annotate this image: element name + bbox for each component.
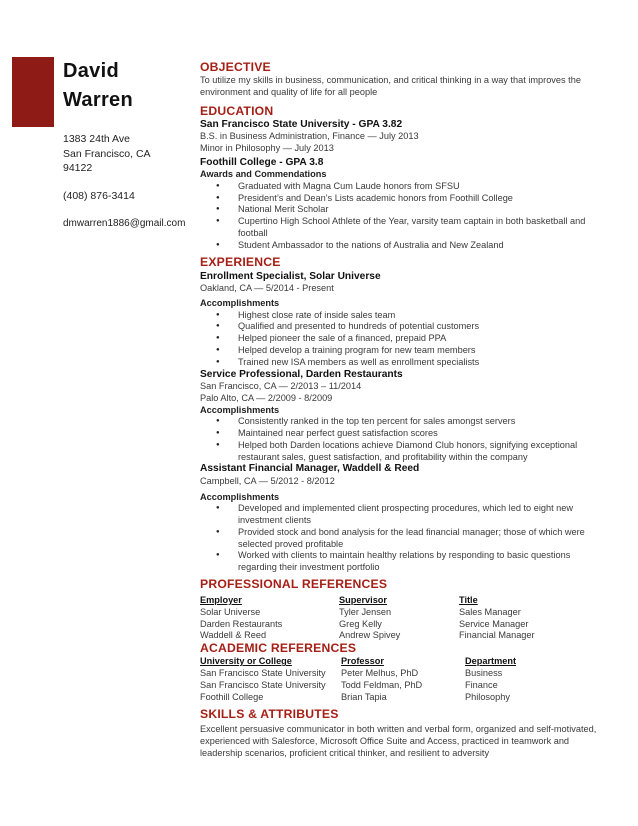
sfsu-title: San Francisco State University - GPA 3.82 xyxy=(200,118,403,130)
column-header: Professor xyxy=(341,656,384,667)
name-last: Warren xyxy=(63,89,133,111)
list-item: ● Maintained near perfect guest satisfaction scores xyxy=(238,428,602,440)
table-cell: Darden Restaurants xyxy=(200,618,283,629)
academic-references-table xyxy=(200,656,602,703)
table-cell: Tyler Jensen xyxy=(339,606,392,617)
list-item: ● Highest close rate of inside sales team xyxy=(238,310,602,322)
professional-references-table xyxy=(200,595,602,642)
list-item: ● Helped develop a training program for new team members xyxy=(238,345,602,357)
address-line: 94122 xyxy=(63,162,93,174)
name-first: David xyxy=(63,60,119,82)
table-cell: San Francisco State University xyxy=(200,679,326,690)
list-item: ● Student Ambassador to the nations of Australia and New Zealand xyxy=(238,240,602,252)
list-item: ● Helped pioneer the sale of a financed, prepaid PPA xyxy=(238,333,602,345)
sidebar xyxy=(63,57,188,229)
resume-body xyxy=(200,57,602,760)
list-item: ● President’s and Dean’s Lists academic honors from Foothill College xyxy=(238,193,602,205)
sfsu-minor: Minor in Philosophy — July 2013 xyxy=(200,142,334,153)
table-cell: Todd Feldman, PhD xyxy=(341,679,423,690)
table-cell: Solar Universe xyxy=(200,606,261,617)
table-cell: San Francisco State University xyxy=(200,668,326,679)
column-header: Department xyxy=(465,656,517,667)
list-item: ● Trained new ISA members as well as enrollment specialists xyxy=(238,357,602,369)
section-heading-professional-references: PROFESSIONAL REFERENCES xyxy=(200,577,388,592)
list-item: ● Developed and implemented client prospecting procedures, which led to eight new investment clients xyxy=(238,503,602,527)
job-title: Enrollment Specialist, Solar Universe xyxy=(200,270,381,282)
column-header: Supervisor xyxy=(339,595,387,606)
table-cell: Greg Kelly xyxy=(339,618,382,629)
address-line: 1383 24th Ave xyxy=(63,133,130,145)
table-cell: Business xyxy=(465,668,503,679)
section-heading-objective: OBJECTIVE xyxy=(200,60,271,74)
table-cell: Andrew Spivey xyxy=(339,630,401,641)
accomplishments-label: Accomplishments xyxy=(200,404,280,415)
table-cell: Financial Manager xyxy=(459,630,535,641)
job-location: Oakland, CA — 5/2014 - Present xyxy=(200,283,334,294)
accomplishments-label: Accomplishments xyxy=(200,298,280,309)
list-item: ● Worked with clients to maintain healthy relations by responding to basic questions regarding their investment portfolio xyxy=(238,550,602,574)
list-item: ● Consistently ranked in the top ten percent for sales amongst servers xyxy=(238,416,602,428)
table-cell: Sales Manager xyxy=(459,606,521,617)
table-cell: Peter Melhus, PhD xyxy=(341,668,419,679)
foothill-title: Foothill College - GPA 3.8 xyxy=(200,156,324,168)
table-cell: Brian Tapia xyxy=(341,691,387,702)
table-cell: Waddell & Reed xyxy=(200,630,267,641)
accomplishments-label: Accomplishments xyxy=(200,491,280,502)
list-item: ● National Merit Scholar xyxy=(238,204,602,216)
objective-text: To utilize my skills in business, communication, and critical thinking in a way that improves the environment and quality of life for all people xyxy=(200,75,581,97)
column-header: Title xyxy=(459,595,478,606)
list-item: ● Graduated with Magna Cum Laude honors from SFSU xyxy=(238,181,602,193)
job-accomplishments xyxy=(200,416,602,463)
list-item: ● Provided stock and bond analysis for the lead financial manager; those of which were selected proved profitable xyxy=(238,527,602,551)
section-heading-academic-references: ACADEMIC REFERENCES xyxy=(200,641,357,656)
table-cell: Philosophy xyxy=(465,691,510,702)
table-cell: Service Manager xyxy=(459,618,529,629)
address-line: San Francisco, CA xyxy=(63,147,151,160)
job-accomplishments xyxy=(200,310,602,369)
table-cell: Finance xyxy=(465,679,498,690)
section-heading-experience: EXPERIENCE xyxy=(200,254,281,269)
table-cell: Foothill College xyxy=(200,691,264,702)
sfsu-degree: B.S. in Business Administration, Finance — July 2013 xyxy=(200,131,419,142)
list-item: ● Helped both Darden locations achieve Diamond Club honors, signifying exceptional restaurant sales, guest satisfaction, and profitability within the company xyxy=(238,440,602,464)
job-accomplishments xyxy=(200,503,602,574)
section-heading-skills: SKILLS & ATTRIBUTES xyxy=(200,707,339,722)
accent-block xyxy=(12,57,54,127)
skills-text: Excellent persuasive communicator in both written and verbal form, organized and self-motivated, experienced with Salesforce, Microsoft Office Suite and Access, practiced in teamwork and leadership scenarios, proficient critical thinker, and resilient to adversity xyxy=(200,724,597,759)
job-location: San Francisco, CA — 2/2013 – 11/2014 xyxy=(200,381,362,392)
list-item: ● Cupertino High School Athlete of the Year, varsity team captain in both basketball and football xyxy=(238,216,602,240)
email: dmwarren1886@gmail.com xyxy=(63,217,186,229)
awards-heading: Awards and Commendations xyxy=(200,169,327,180)
job-location: Palo Alto, CA — 2/2009 - 8/2009 xyxy=(200,392,333,403)
column-header: Employer xyxy=(200,595,242,606)
job-location: Campbell, CA — 5/2012 - 8/2012 xyxy=(200,476,335,486)
section-heading-education: EDUCATION xyxy=(200,103,274,118)
job-title: Service Professional, Darden Restaurants xyxy=(200,368,403,380)
column-header: University or College xyxy=(200,656,292,667)
awards-list xyxy=(200,181,602,252)
address xyxy=(63,132,188,176)
list-item: ● Qualified and presented to hundreds of potential customers xyxy=(238,321,602,333)
phone: (408) 876-3414 xyxy=(63,189,135,202)
job-title: Assistant Financial Manager, Waddell & Reed xyxy=(200,463,420,475)
